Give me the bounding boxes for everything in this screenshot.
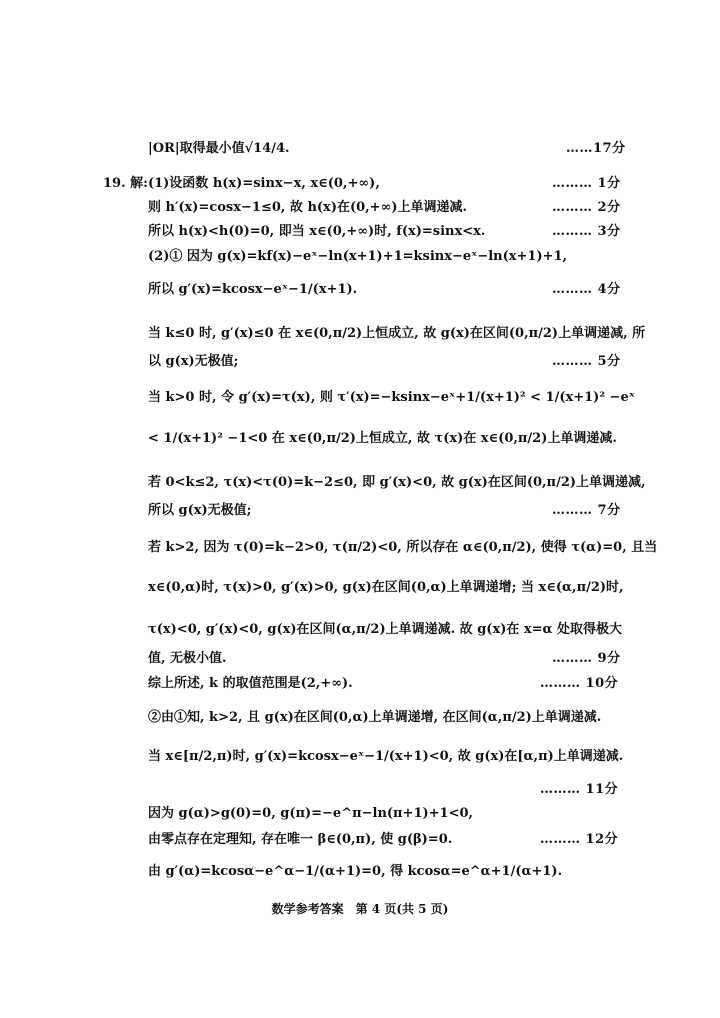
score-mark: ……… 7分 xyxy=(552,503,621,518)
line-text: 因为 g(α)>g(0)=0, g(π)=−e^π−ln(π+1)+1<0, xyxy=(148,806,474,821)
line-text: 所以 g′(x)=kcosx−eˣ−1/(x+1). xyxy=(148,282,358,297)
line-text: 则 h′(x)=cosx−1≤0, 故 h(x)在(0,+∞)上单调递减. xyxy=(148,200,468,215)
line-text: 当 x∈[π/2,π)时, g′(x)=kcosx−eˣ−1/(x+1)<0, 故 g(x)在[α,π)上单调递减. xyxy=(148,749,624,764)
score-mark: ……… 9分 xyxy=(552,651,621,666)
line-text: 值, 无极小值. xyxy=(148,651,227,666)
line-text: x∈(0,α)时, τ(x)>0, g′(x)>0, g(x)在区间(0,α)上单调递增; 当 x∈(α,π/2)时, xyxy=(148,580,624,595)
line-text: τ(x)<0, g′(x)<0, g(x)在区间(α,π/2)上单调递减. 故 g(x)在 x=α 处取得极大 xyxy=(148,622,623,637)
line-text: 以 g(x)无极值; xyxy=(148,354,239,369)
score-mark: ……… 10分 xyxy=(540,676,619,691)
score-mark: ……… 4分 xyxy=(552,282,621,297)
line-text: 由 g′(α)=kcosα−e^α−1/(α+1)=0, 得 kcosα=e^α+1/(α+1). xyxy=(148,864,563,879)
score-mark: ……17分 xyxy=(566,141,626,156)
line-text: ②由①知, k>2, 且 g(x)在区间(0,α)上单调递增, 在区间(α,π/2)上单调递减. xyxy=(148,710,602,725)
line-text: 所以 h(x)<h(0)=0, 即当 x∈(0,+∞)时, f(x)=sinx<x. xyxy=(148,224,486,239)
line-text: |OR|取得最小值√14/4. xyxy=(148,141,290,156)
line-text: 所以 g(x)无极值; xyxy=(148,503,252,518)
line-text: 若 0<k≤2, τ(x)<τ(0)=k−2≤0, 即 g′(x)<0, 故 g(x)在区间(0,π/2)上单调递减, xyxy=(148,475,646,490)
line-text: 综上所述, k 的取值范围是(2,+∞). xyxy=(148,676,353,691)
score-mark: ……… 11分 xyxy=(540,782,619,797)
line-text: 由零点存在定理知, 存在唯一 β∈(0,π), 使 g(β)=0. xyxy=(148,832,453,847)
score-mark: ……… 3分 xyxy=(552,224,621,239)
line-text: 若 k>2, 因为 τ(0)=k−2>0, τ(π/2)<0, 所以存在 α∈(0,π/2), 使得 τ(α)=0, 且当 xyxy=(148,540,658,555)
score-mark: ……… 5分 xyxy=(552,354,621,369)
line-text: 当 k≤0 时, g′(x)≤0 在 x∈(0,π/2)上恒成立, 故 g(x)在区间(0,π/2)上单调递减, 所 xyxy=(148,326,646,341)
score-mark: ……… 2分 xyxy=(552,200,621,215)
line-text: 当 k>0 时, 令 g′(x)=τ(x), 则 τ′(x)=−ksinx−eˣ+1/(x+1)² < 1/(x+1)² −eˣ xyxy=(148,390,635,405)
page-footer: 数学参考答案 第 4 页(共 5 页) xyxy=(271,902,449,916)
score-mark: ……… 12分 xyxy=(540,832,619,847)
line-text: 19. 解:(1)设函数 h(x)=sinx−x, x∈(0,+∞), xyxy=(103,176,380,191)
line-text: < 1/(x+1)² −1<0 在 x∈(0,π/2)上恒成立, 故 τ(x)在 x∈(0,π/2)上单调递减. xyxy=(148,431,617,446)
score-mark: ……… 1分 xyxy=(552,176,621,191)
line-text: (2)① 因为 g(x)=kf(x)−eˣ−ln(x+1)+1=ksinx−eˣ−ln(x+1)+1, xyxy=(148,249,568,264)
